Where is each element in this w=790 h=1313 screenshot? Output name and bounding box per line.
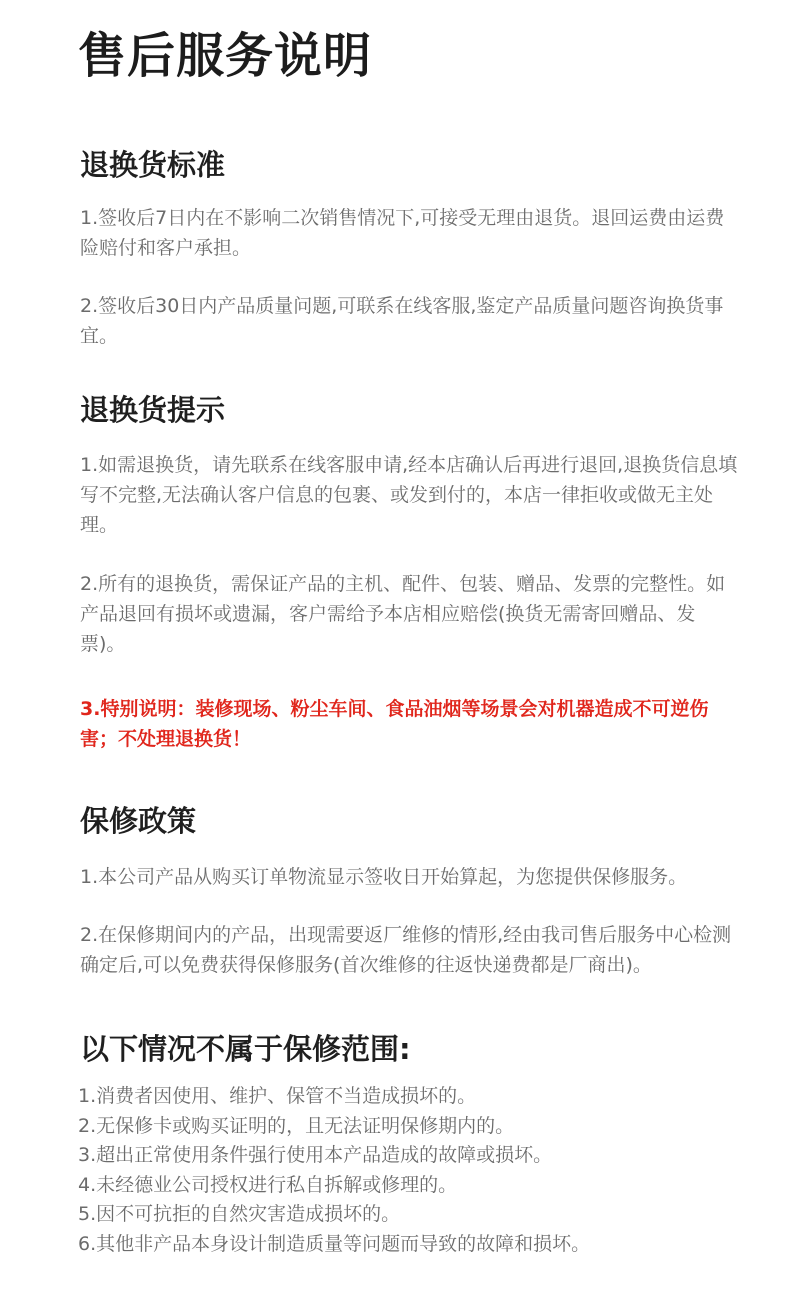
exclusions-heading: 以下情况不属于保修范围: [80, 1032, 411, 1066]
list-item: 1.消费者因使用、维护、保管不当造成损坏的。 [78, 1085, 477, 1107]
exclusions-list [78, 1082, 758, 1259]
list-item: 5.因不可抗拒的自然灾害造成损坏的。 [78, 1203, 401, 1225]
page-title: 售后服务说明 [78, 28, 373, 84]
list-item: 6.其他非产品本身设计制造质量等问题而导致的故障和损坏。 [78, 1232, 591, 1255]
return-tips-item-2: 2.所有的退换货，需保证产品的主机、配件、包装、赠品、发票的完整性。如产品退回有损坏或遗漏，客户需给予本店相应赔偿(换货无需寄回赠品、发票)。 [80, 573, 726, 655]
return-standard-item-1: 1.签收后7日内在不影响二次销售情况下,可接受无理由退货。退回运费由运费险赔付和客户承担。 [80, 207, 725, 259]
list-item: 3.超出正常使用条件强行使用本产品造成的故障或损坏。 [78, 1144, 553, 1166]
return-standard-item-2: 2.签收后30日内产品质量问题,可联系在线客服,鉴定产品质量问题咨询换货事宜。 [80, 295, 724, 347]
list-item: 4.未经德业公司授权进行私自拆解或修理的。 [78, 1173, 458, 1196]
warranty-policy-item-2: 2.在保修期间内的产品，出现需要返厂维修的情形,经由我司售后服务中心检测确定后,可以免费获得保修服务(首次维修的往返快递费都是厂商出)。 [80, 924, 732, 976]
return-standard-heading: 退换货标准 [80, 148, 226, 182]
return-tips-item-1: 1.如需退换货，请先联系在线客服申请,经本店确认后再进行退回,退换货信息填写不完整,无法确认客户信息的包裹、或发到付的，本店一律拒收或做无主处理。 [80, 454, 738, 536]
special-note: 3.特别说明：装修现场、粉尘车间、食品油烟等场景会对机器造成不可逆伤害；不处理退换货！ [80, 698, 709, 750]
warranty-policy-heading: 保修政策 [80, 804, 197, 838]
return-tips-heading: 退换货提示 [80, 393, 226, 427]
warranty-policy-item-1: 1.本公司产品从购买订单物流显示签收日开始算起，为您提供保修服务。 [80, 866, 688, 888]
list-item: 2.无保修卡或购买证明的，且无法证明保修期内的。 [78, 1114, 515, 1137]
